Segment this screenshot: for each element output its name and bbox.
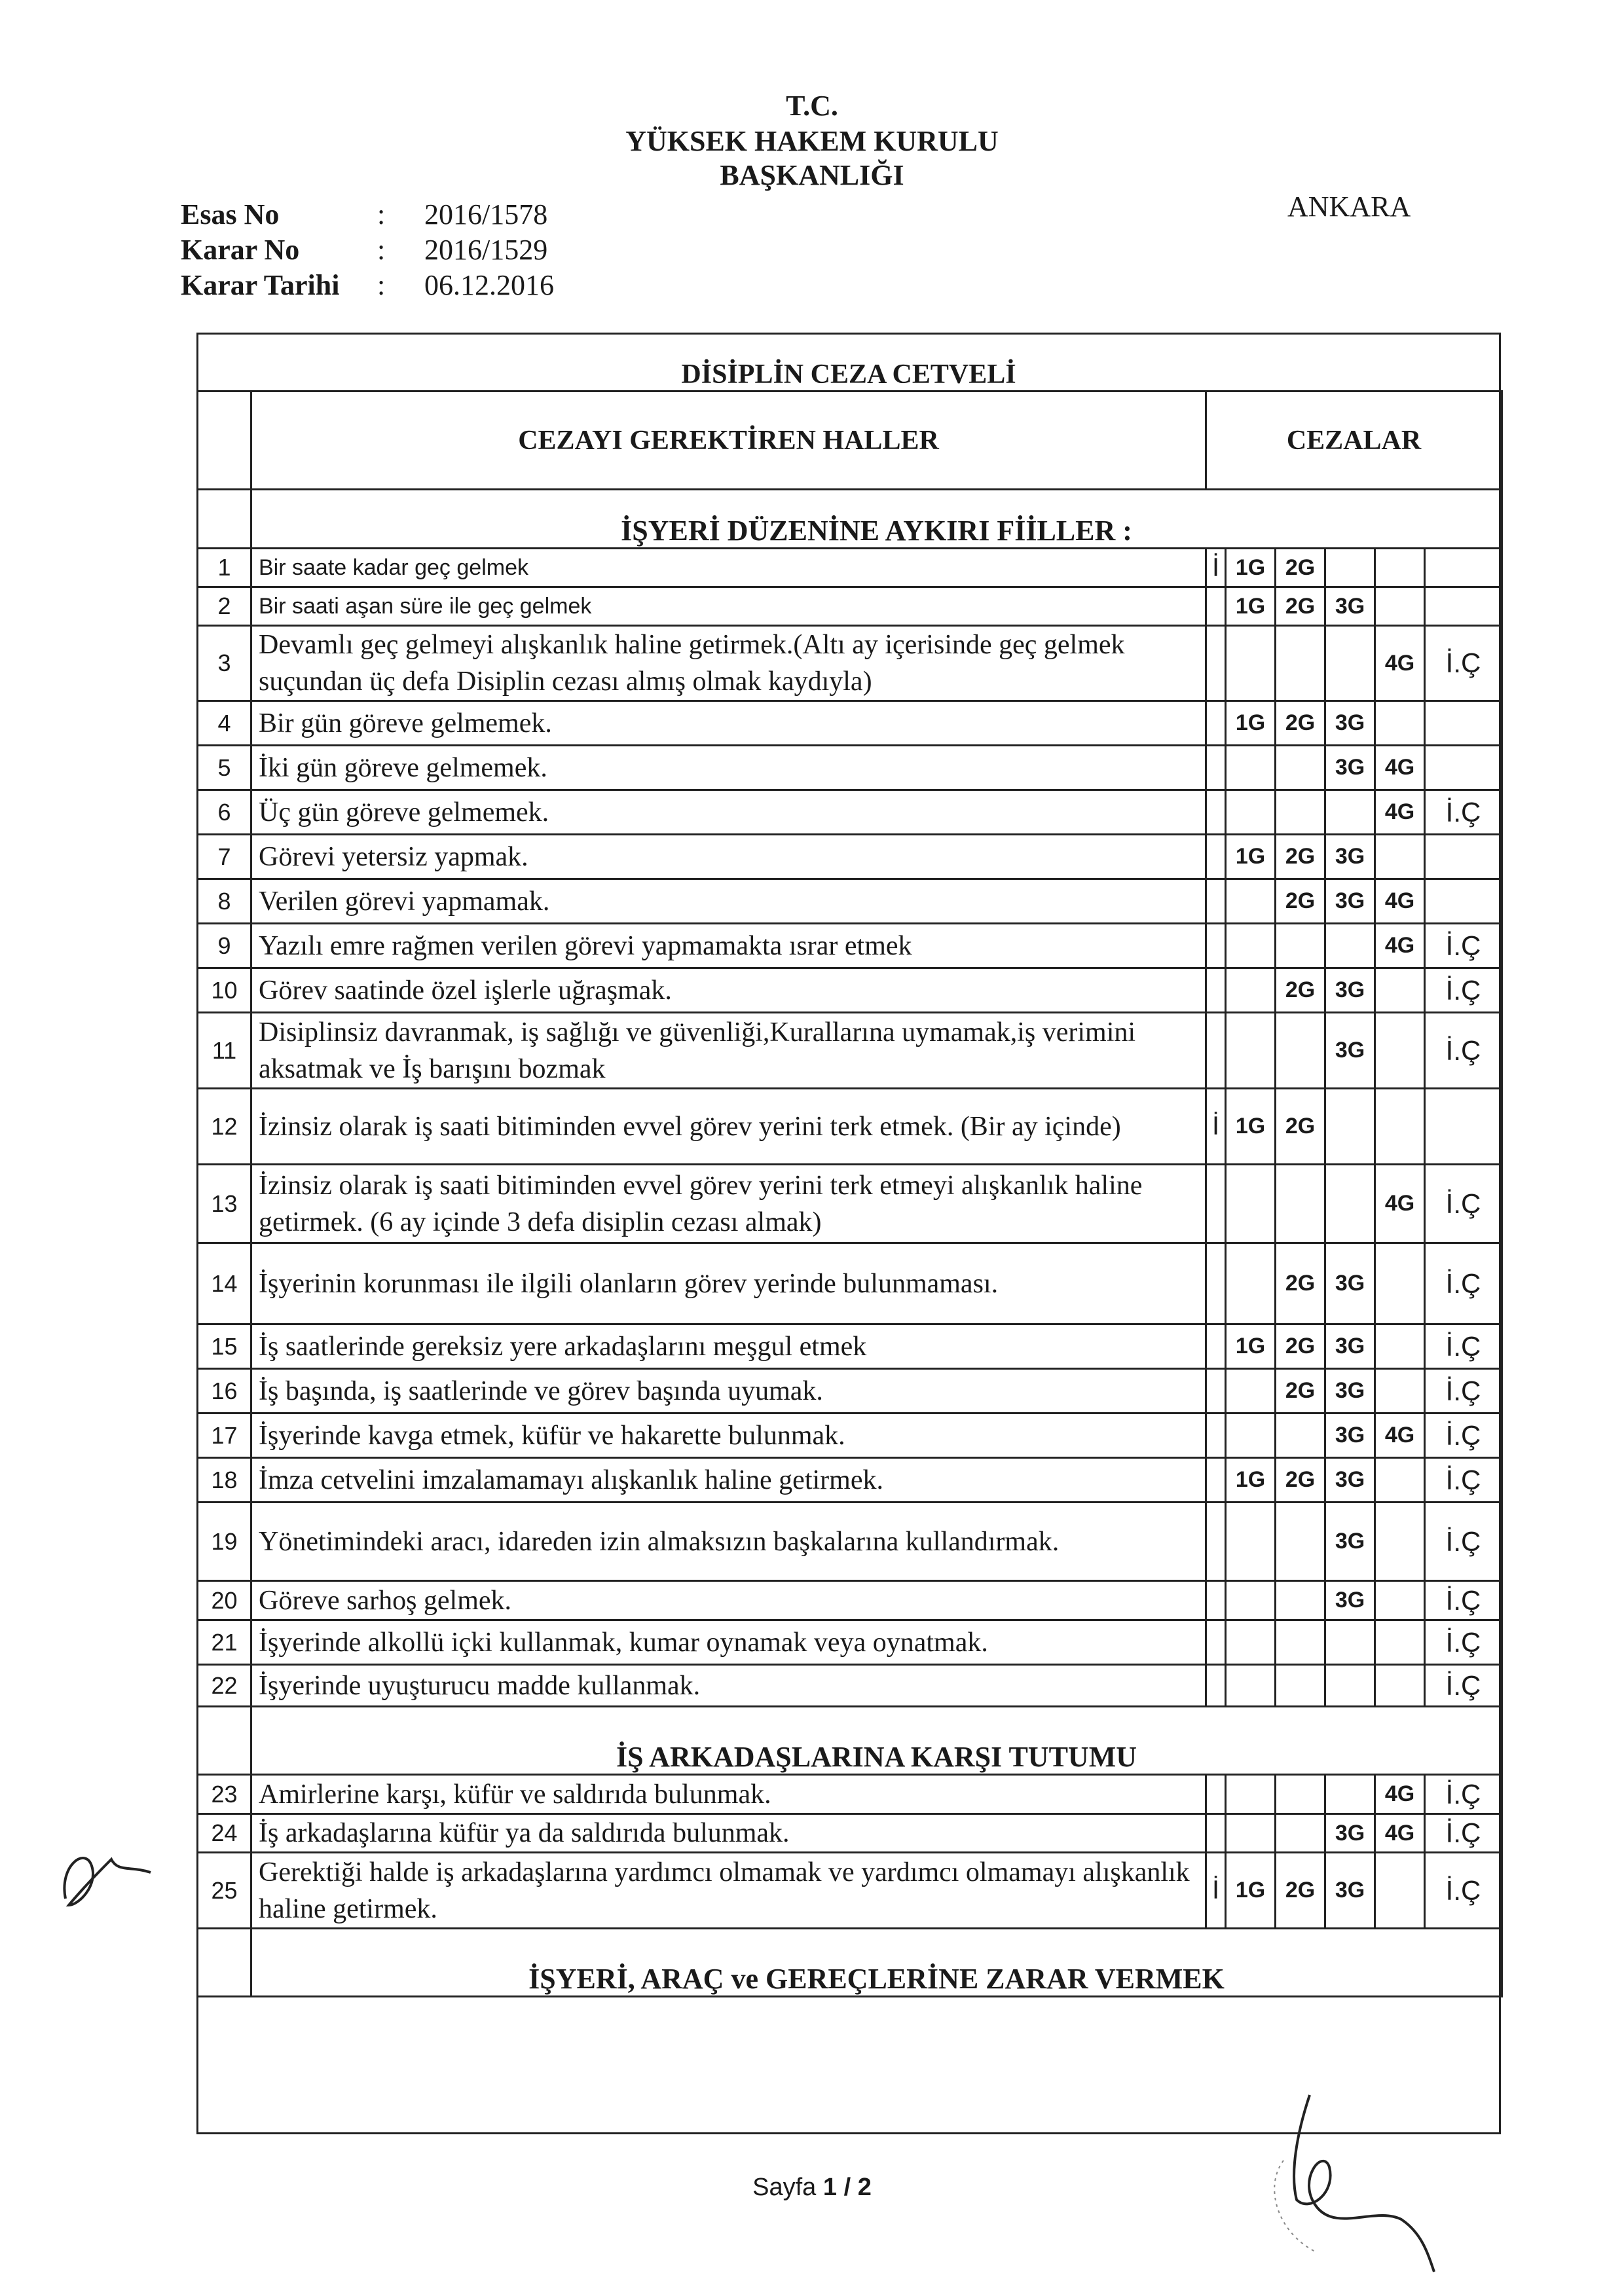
penalty-cell [1206,835,1226,879]
penalty-cell [1226,626,1276,701]
penalty-cell [1325,1089,1375,1165]
penalty-cell [1276,746,1325,790]
penalty-cell: 2G [1276,1089,1325,1165]
penalty-cell [1375,1581,1425,1620]
penalty-cell: 3G [1325,1369,1375,1413]
penalty-cell: 3G [1325,746,1375,790]
penalty-cell [1325,790,1375,835]
row-number: 5 [198,746,251,790]
case-description: Devamlı geç gelmeyi alışkanlık haline getirmek.(Altı ay içerisinde geç gelmek suçundan üç defa Disiplin cezası almış olmak kaydıyla) [251,626,1206,701]
case-description: Gerektiği halde iş arkadaşlarına yardımcı olmamak ve yardımcı olmamayı alışkanlık haline getirmek. [251,1853,1206,1929]
penalty-cell: 2G [1276,1369,1325,1413]
penalty-cell: İ [1206,1089,1226,1165]
penalty-cell: İ.Ç [1425,1853,1502,1929]
case-description: Yazılı emre rağmen verilen görevi yapmamakta ısrar etmek [251,924,1206,968]
penalty-cell: 4G [1375,924,1425,968]
header-institution: YÜKSEK HAKEM KURULU [625,125,999,157]
case-description: Üç gün göreve gelmemek. [251,790,1206,835]
case-description: İki gün göreve gelmemek. [251,746,1206,790]
penalty-cell [1206,1620,1226,1665]
table-row [198,1324,1502,1369]
penalty-cell [1375,701,1425,746]
row-number: 11 [198,1013,251,1089]
penalty-cell: İ.Ç [1425,1413,1502,1458]
penalty-cell [1425,587,1502,626]
case-description: İzinsiz olarak iş saati bitiminden evvel görev yerini terk etmeyi alışkanlık haline getirmek. (6 ay içinde 3 defa disiplin cezası almak) [251,1165,1206,1243]
penalty-cell [1206,587,1226,626]
header-no-cell [198,392,251,490]
table-row [198,1369,1502,1413]
penalty-cell [1206,1369,1226,1413]
page-total: 2 [857,2174,872,2201]
penalty-cell [1206,1324,1226,1369]
row-number: 22 [198,1665,251,1707]
case-description: İş arkadaşlarına küfür ya da saldırıda bulunmak. [251,1814,1206,1853]
table-title: DİSİPLİN CEZA CETVELİ [681,359,1016,390]
penalty-cell: 4G [1375,790,1425,835]
penalty-cell [1375,1620,1425,1665]
colon: : [377,198,386,230]
penalty-cell [1276,1775,1325,1814]
penalty-cell [1206,968,1226,1013]
penalty-cell: 1G [1226,1458,1276,1503]
case-description: İşyerinde uyuşturucu madde kullanmak. [251,1665,1206,1707]
penalty-cell: 4G [1375,879,1425,924]
table-row [198,1165,1502,1243]
penalty-cell [1276,1665,1325,1707]
penalty-cell: İ.Ç [1425,1243,1502,1324]
penalty-cell: 2G [1276,835,1325,879]
penalty-cell [1226,746,1276,790]
penalty-cell: 3G [1325,1458,1375,1503]
penalty-cell [1226,1369,1276,1413]
row-number: 15 [198,1324,251,1369]
penalty-cell [1206,1243,1226,1324]
row-number: 16 [198,1369,251,1413]
penalty-cell: İ.Ç [1425,1814,1502,1853]
row-number: 6 [198,790,251,835]
esas-label: Esas No [181,198,280,230]
penalty-cell: 4G [1375,1775,1425,1814]
penalty-cell: 2G [1276,549,1325,587]
karar-label: Karar No [181,234,300,266]
penalty-cell [1206,1814,1226,1853]
penalty-cell: 4G [1375,746,1425,790]
penalty-cell: 1G [1226,587,1276,626]
penalty-cell [1375,1665,1425,1707]
penalty-cell: 4G [1375,1413,1425,1458]
penalty-cell: 3G [1325,1853,1375,1929]
penalty-cell [1226,1775,1276,1814]
penalty-cell: 3G [1325,587,1375,626]
karar-value: 2016/1529 [424,234,548,266]
margin-signature [39,1807,157,1931]
penalty-cell: 3G [1325,1013,1375,1089]
tarih-value: 06.12.2016 [424,269,554,301]
table-row [198,790,1502,835]
penalty-cell [1206,1581,1226,1620]
penalty-cell [1206,746,1226,790]
row-number: 17 [198,1413,251,1458]
penalty-cell: 2G [1276,1324,1325,1369]
table-row [198,587,1502,626]
penalty-cell [1206,1665,1226,1707]
penalty-cell: 1G [1226,1089,1276,1165]
colon: : [377,234,386,266]
penalty-cell: 3G [1325,879,1375,924]
row-number: 3 [198,626,251,701]
penalty-cell: İ.Ç [1425,1581,1502,1620]
penalty-cell: 3G [1325,835,1375,879]
penalty-cell [1226,1243,1276,1324]
table-row [198,626,1502,701]
penalty-cell [1226,1165,1276,1243]
penalty-cell [1206,701,1226,746]
header-office: BAŞKANLIĞI [720,159,904,191]
penalty-cell: İ.Ç [1425,626,1502,701]
penalty-cell [1325,1165,1375,1243]
table-row [198,1775,1502,1814]
penalty-cell [1206,626,1226,701]
penalty-cell: 2G [1276,1458,1325,1503]
table-row [198,968,1502,1013]
row-number: 20 [198,1581,251,1620]
case-description: Görev saatinde özel işlerle uğraşmak. [251,968,1206,1013]
penalty-cell: 4G [1375,1814,1425,1853]
penalty-cell [1276,1013,1325,1089]
penalty-cell [1206,1503,1226,1581]
row-number: 21 [198,1620,251,1665]
penalty-cell: İ.Ç [1425,1369,1502,1413]
case-description: İşyerinde alkollü içki kullanmak, kumar oynamak veya oynatmak. [251,1620,1206,1665]
penalty-cell [1375,549,1425,587]
row-number: 1 [198,549,251,587]
case-description: Bir saate kadar geç gelmek [251,549,1206,587]
table-row [198,1620,1502,1665]
case-description: Görevi yetersiz yapmak. [251,835,1206,879]
case-description: Disiplinsiz davranmak, iş sağlığı ve güvenliği,Kurallarına uymamak,iş verimini aksatmak ve İş barışını bozmak [251,1013,1206,1089]
penalty-cell [1425,1089,1502,1165]
header-city: ANKARA [1287,191,1411,223]
penalty-cell [1276,1413,1325,1458]
row-number: 25 [198,1853,251,1929]
penalty-cell [1226,1503,1276,1581]
penalty-cell [1425,701,1502,746]
penalty-cell [1226,1581,1276,1620]
table-row [198,549,1502,587]
table-row [198,1458,1502,1503]
penalty-cell [1276,924,1325,968]
row-number: 9 [198,924,251,968]
penalty-cell [1375,835,1425,879]
penalty-cell: İ.Ç [1425,790,1502,835]
page-label: Sayfa [752,2174,817,2201]
table-row [198,924,1502,968]
penalty-cell: İ.Ç [1425,968,1502,1013]
penalty-cell [1375,1243,1425,1324]
table-row [198,1853,1502,1929]
penalty-cell [1375,1369,1425,1413]
penalty-cell [1226,1665,1276,1707]
penalty-cell: İ.Ç [1425,1165,1502,1243]
case-description: Bir saati aşan süre ile geç gelmek [251,587,1206,626]
penalty-cell [1206,924,1226,968]
table-row [198,701,1502,746]
case-description: İşyerinin korunması ile ilgili olanların görev yerinde bulunmaması. [251,1243,1206,1324]
penalty-cell [1375,1458,1425,1503]
row-number: 14 [198,1243,251,1324]
penalty-cell: 2G [1276,879,1325,924]
penalty-cell [1325,1620,1375,1665]
penalty-cell [1276,626,1325,701]
col-penalties-header: CEZALAR [1206,392,1502,490]
table-row [198,746,1502,790]
penalty-cell [1206,1775,1226,1814]
penalty-cell [1206,879,1226,924]
row-number: 19 [198,1503,251,1581]
section-title: İŞYERİ DÜZENİNE AYKIRI FİİLLER : [251,490,1502,549]
penalty-cell: 3G [1325,1814,1375,1853]
case-description: Bir gün göreve gelmemek. [251,701,1206,746]
page-indicator [0,2174,1624,2202]
penalty-cell [1375,1853,1425,1929]
table-row [198,879,1502,924]
case-description: İşyerinde kavga etmek, küfür ve hakarette bulunmak. [251,1413,1206,1458]
penalty-cell [1375,1324,1425,1369]
penalty-cell: İ.Ç [1425,1775,1502,1814]
penalty-cell [1375,587,1425,626]
row-number: 23 [198,1775,251,1814]
table-row [198,1665,1502,1707]
penalty-cell [1226,924,1276,968]
penalty-cell: 3G [1325,1581,1375,1620]
table-row [198,1581,1502,1620]
penalty-cell [1375,1089,1425,1165]
penalty-cell [1276,1814,1325,1853]
penalty-cell: 3G [1325,1324,1375,1369]
penalty-cell: 2G [1276,587,1325,626]
tarih-label: Karar Tarihi [181,269,340,301]
case-description: Verilen görevi yapmamak. [251,879,1206,924]
penalty-cell: 2G [1276,968,1325,1013]
penalty-cell [1425,746,1502,790]
penalty-cell [1375,1013,1425,1089]
table-row [198,835,1502,879]
penalty-cell: 4G [1375,1165,1425,1243]
penalty-cell [1226,968,1276,1013]
penalty-cell: 3G [1325,701,1375,746]
header-tc: T.C. [786,90,838,122]
penalty-cell: 3G [1325,968,1375,1013]
penalty-cell: İ.Ç [1425,1013,1502,1089]
penalty-cell: İ [1206,1853,1226,1929]
row-number: 12 [198,1089,251,1165]
penalty-cell [1325,924,1375,968]
penalty-cell: 1G [1226,701,1276,746]
case-description: İmza cetvelini imzalamamayı alışkanlık haline getirmek. [251,1458,1206,1503]
penalty-cell [1226,790,1276,835]
penalty-cell [1226,1620,1276,1665]
penalty-cell [1276,1165,1325,1243]
penalty-cell [1206,1013,1226,1089]
penalty-cell [1425,549,1502,587]
table-row [198,1413,1502,1458]
penalty-cell: İ.Ç [1425,1503,1502,1581]
case-description: Amirlerine karşı, küfür ve saldırıda bulunmak. [251,1775,1206,1814]
row-number: 24 [198,1814,251,1853]
penalty-cell [1276,790,1325,835]
table-row [198,1013,1502,1089]
penalty-cell [1226,879,1276,924]
penalty-cell: İ.Ç [1425,924,1502,968]
penalty-cell [1375,968,1425,1013]
penalty-cell [1325,1775,1375,1814]
penalty-cell [1276,1620,1325,1665]
column-header [196,390,1503,490]
section-no-cell [198,490,251,549]
penalty-cell: İ.Ç [1425,1665,1502,1707]
row-number: 2 [198,587,251,626]
penalty-cell: 1G [1226,835,1276,879]
penalty-cell: İ [1206,549,1226,587]
colon: : [377,269,386,301]
penalty-cell: 4G [1375,626,1425,701]
penalty-cell [1325,1665,1375,1707]
table-row [198,1243,1502,1324]
section-no-cell [198,1929,251,1997]
penalty-cell [1206,1413,1226,1458]
penalty-cell [1206,1165,1226,1243]
case-description: Göreve sarhoş gelmek. [251,1581,1206,1620]
penalty-cell: 2G [1276,1853,1325,1929]
penalty-cell [1226,1413,1276,1458]
row-number: 8 [198,879,251,924]
col-cases-header: CEZAYI GEREKTİREN HALLER [251,392,1206,490]
row-number: 7 [198,835,251,879]
penalty-cell: 1G [1226,1324,1276,1369]
case-description: İş saatlerinde gereksiz yere arkadaşlarını meşgul etmek [251,1324,1206,1369]
table-row [198,1814,1502,1853]
penalty-cell: 3G [1325,1413,1375,1458]
page-current: 1 [822,2174,838,2201]
penalty-cell: İ.Ç [1425,1620,1502,1665]
section-no-cell [198,1707,251,1775]
penalty-cell [1226,1013,1276,1089]
penalty-cell [1425,879,1502,924]
penalty-cell: İ.Ç [1425,1458,1502,1503]
penalty-cell: 1G [1226,549,1276,587]
section-title: İŞYERİ, ARAÇ ve GEREÇLERİNE ZARAR VERMEK [251,1929,1502,1997]
esas-value: 2016/1578 [424,198,548,230]
penalty-table [196,488,1503,1997]
penalty-cell: 3G [1325,1503,1375,1581]
penalty-cell [1375,1503,1425,1581]
penalty-cell: 1G [1226,1853,1276,1929]
case-description: Yönetimindeki aracı, idareden izin almaksızın başkalarına kullandırmak. [251,1503,1206,1581]
penalty-cell [1206,790,1226,835]
table-row [198,1089,1502,1165]
section-title: İŞ ARKADAŞLARINA KARŞI TUTUMU [251,1707,1502,1775]
row-number: 13 [198,1165,251,1243]
row-number: 10 [198,968,251,1013]
penalty-cell [1226,1814,1276,1853]
penalty-cell [1325,549,1375,587]
row-number: 18 [198,1458,251,1503]
penalty-cell [1325,626,1375,701]
row-number: 4 [198,701,251,746]
penalty-cell: 3G [1325,1243,1375,1324]
penalty-cell: 2G [1276,701,1325,746]
case-description: İş başında, iş saatlerinde ve görev başında uyumak. [251,1369,1206,1413]
table-row [198,1503,1502,1581]
penalty-cell [1276,1503,1325,1581]
case-description: İzinsiz olarak iş saati bitiminden evvel görev yerini terk etmek. (Bir ay içinde) [251,1089,1206,1165]
page-separator: / [843,2174,851,2201]
penalty-cell: İ.Ç [1425,1324,1502,1369]
penalty-cell [1425,835,1502,879]
penalty-cell: 2G [1276,1243,1325,1324]
penalty-cell [1206,1458,1226,1503]
penalty-cell [1276,1581,1325,1620]
